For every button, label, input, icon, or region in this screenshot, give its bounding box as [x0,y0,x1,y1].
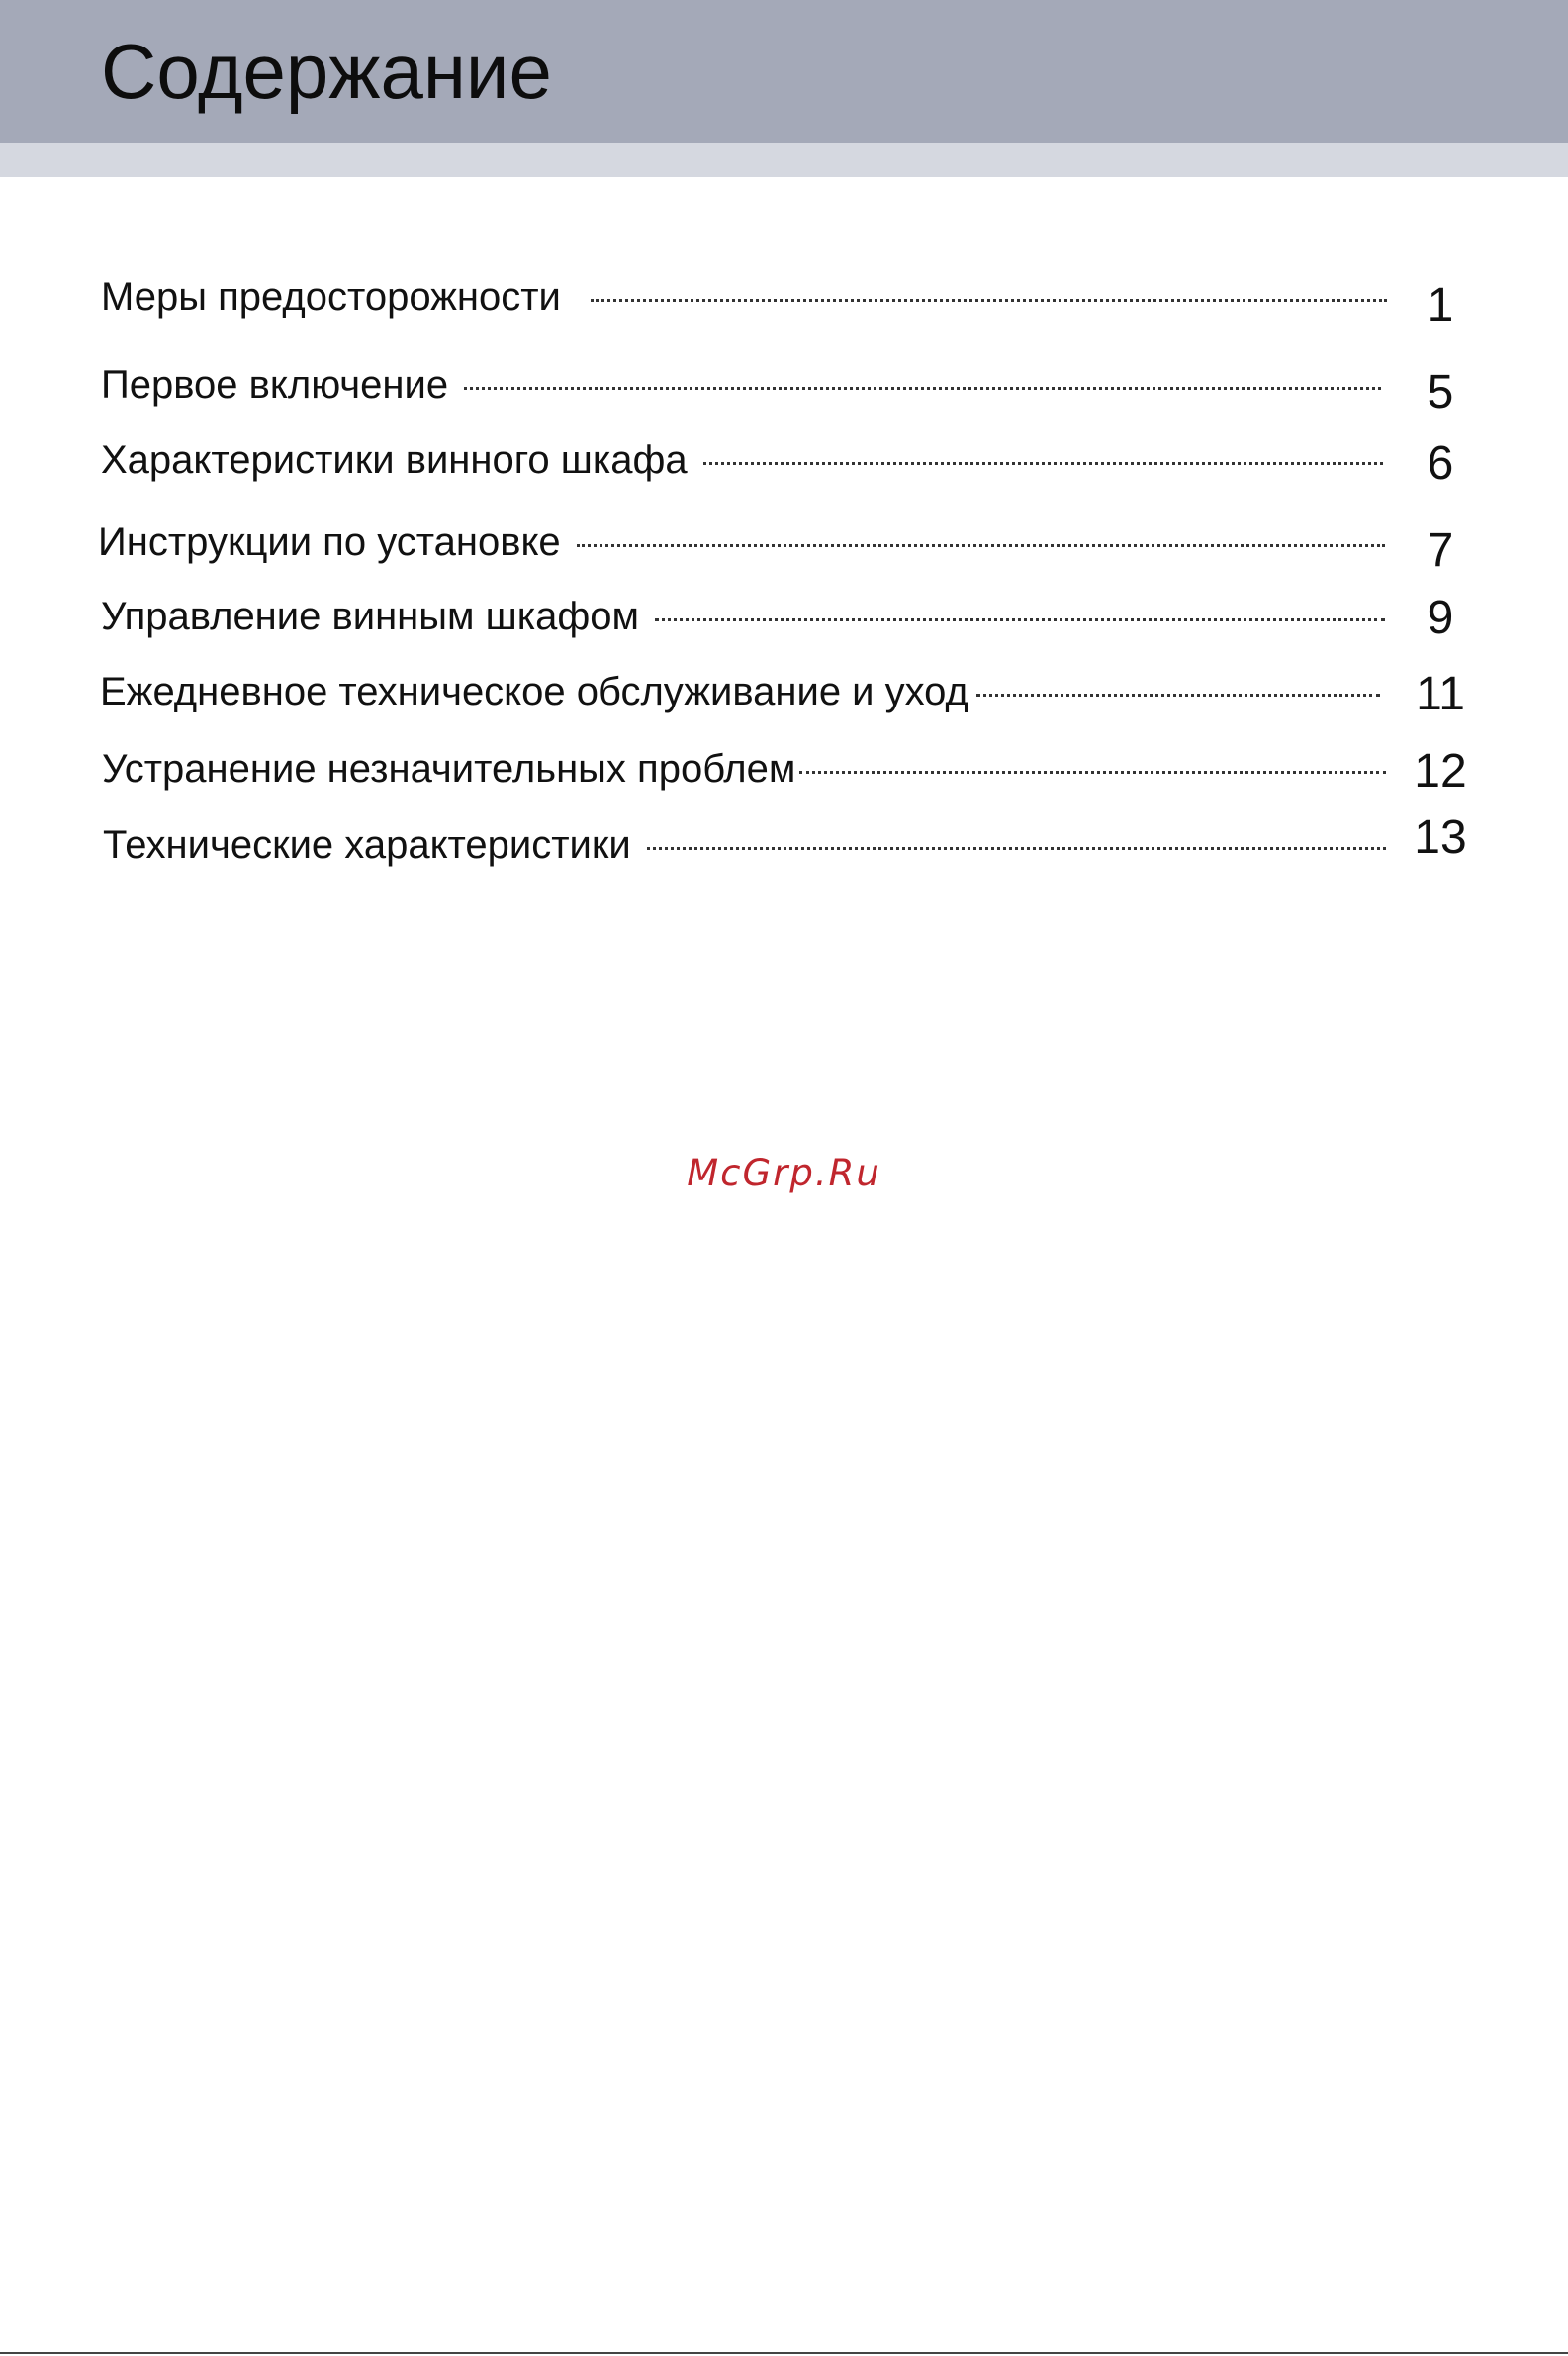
watermark-text: McGrp.Ru [687,1152,881,1194]
toc-entry-page: 1 [1427,279,1454,331]
toc-entry-label: Первое включение [101,363,449,407]
toc-leader-dots [799,771,1386,774]
toc-leader-dots [976,694,1380,697]
page-title: Содержание [101,28,552,115]
toc-entry-label: Технические характеристики [103,823,631,867]
toc-entry-label: Инструкции по установке [98,520,561,564]
toc-entry[interactable] [101,589,1385,644]
toc-entry-page: 11 [1416,668,1465,720]
toc-entry-page: 12 [1414,745,1467,798]
toc-leader-dots [591,299,1387,302]
toc-entry-label: Управление винным шкафом [101,595,639,638]
toc-leader-dots [703,462,1383,465]
toc-leader-dots [647,847,1386,850]
toc-leader-dots [655,618,1385,621]
toc-entry-page: 5 [1427,366,1454,419]
toc-leader-dots [577,544,1385,547]
toc-entry[interactable] [100,664,1380,719]
toc-entry-label: Ежедневное техническое обслуживание и уход [100,670,968,713]
toc-entry-page: 9 [1427,592,1454,644]
toc-entry-page: 6 [1427,437,1454,490]
toc-entry-label: Устранение незначительных проблем [102,747,796,791]
bottom-rule [0,2352,1568,2354]
toc-entry[interactable] [103,817,1386,873]
toc-entry-label: Характеристики винного шкафа [101,438,688,482]
toc-entry[interactable] [98,515,1385,570]
table-of-contents [0,0,1568,990]
toc-entry[interactable] [101,357,1381,413]
toc-entry-page: 7 [1427,524,1454,577]
toc-entry[interactable] [101,269,1387,325]
toc-entry[interactable] [101,432,1383,488]
toc-entry[interactable] [102,741,1386,797]
toc-entry-page: 13 [1414,811,1467,864]
toc-leader-dots [464,387,1381,390]
toc-entry-label: Меры предосторожности [101,275,561,319]
